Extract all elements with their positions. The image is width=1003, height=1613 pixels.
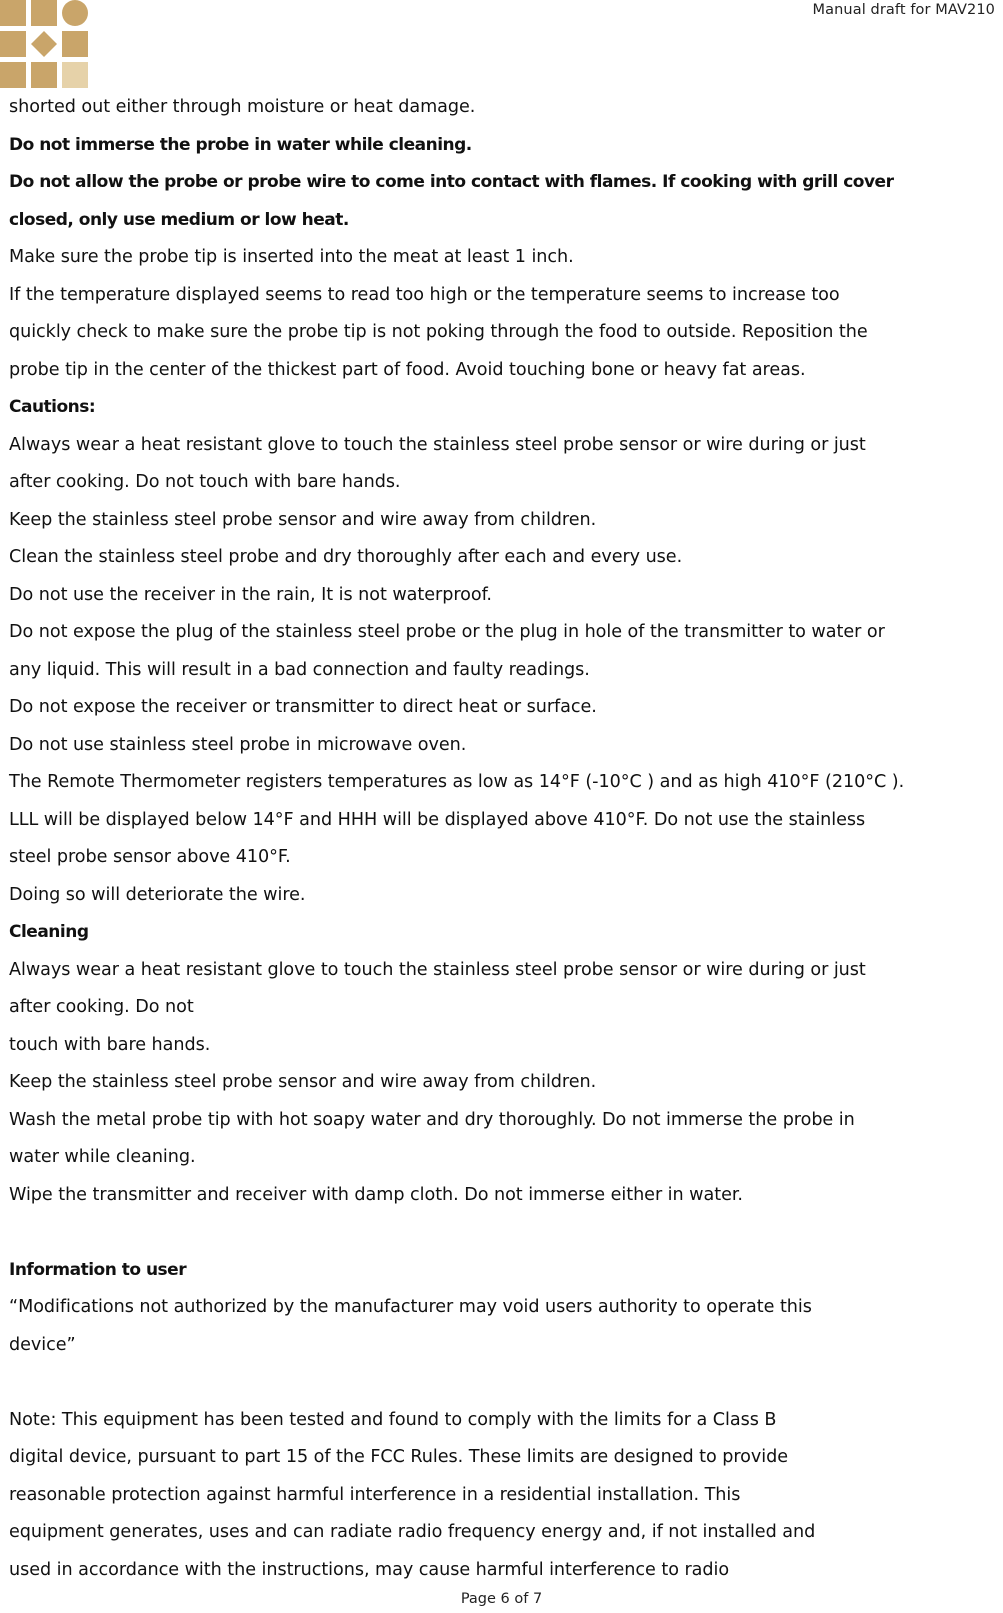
- body-line: after cooking. Do not: [9, 997, 194, 1017]
- body-line: Clean the stainless steel probe and dry thoroughly after each and every use.: [9, 547, 683, 567]
- body-line: water while cleaning.: [9, 1147, 196, 1167]
- body-line: If the temperature displayed seems to read too high or the temperature seems to increase too: [9, 284, 840, 305]
- body-line: LLL will be displayed below 14°F and HHH will be displayed above 410°F. Do not use the stainless: [9, 809, 866, 830]
- body-line: Always wear a heat resistant glove to touch the stainless steel probe sensor or wire during or just: [9, 434, 866, 455]
- body-line-bold: Do not immerse the probe in water while cleaning.: [9, 134, 472, 155]
- body-line: Note: This equipment has been tested and found to comply with the limits for a Class B: [9, 1409, 777, 1430]
- body-line: probe tip in the center of the thickest part of food. Avoid touching bone or heavy fat areas.: [9, 359, 806, 380]
- body-line: Do not expose the receiver or transmitter to direct heat or surface.: [9, 697, 597, 717]
- body-line: Keep the stainless steel probe sensor and wire away from children.: [9, 1072, 597, 1092]
- body-line: after cooking. Do not touch with bare hands.: [9, 472, 401, 492]
- body-line: device”: [9, 1334, 76, 1355]
- blank-line: [9, 1364, 999, 1402]
- logo-square: [0, 62, 26, 88]
- body-line: Keep the stainless steel probe sensor and wire away from children.: [9, 509, 597, 530]
- body-line: Wipe the transmitter and receiver with damp cloth. Do not immerse either in water.: [9, 1184, 743, 1205]
- body-line-bold: Do not allow the probe or probe wire to come into contact with flames. If cooking with grill cover: [9, 172, 894, 192]
- body-line: digital device, pursuant to part 15 of the FCC Rules. These limits are designed to provide: [9, 1447, 788, 1467]
- body-line: Always wear a heat resistant glove to touch the stainless steel probe sensor or wire during or just: [9, 959, 866, 980]
- logo-square: [62, 62, 88, 88]
- body-line: The Remote Thermometer registers temperatures as low as 14°F (-10°C ) and as high 410°F (210°C ).: [9, 772, 905, 792]
- body-line: touch with bare hands.: [9, 1034, 211, 1055]
- logo-square: [0, 0, 26, 26]
- body-line: steel probe sensor above 410°F.: [9, 847, 291, 867]
- company-logo: [0, 0, 88, 88]
- body-line: used in accordance with the instructions, may cause harmful interference to radio: [9, 1559, 730, 1580]
- body-line: Do not use the receiver in the rain, It is not waterproof.: [9, 584, 492, 605]
- logo-diamond: [31, 31, 57, 57]
- logo-circle: [62, 0, 88, 26]
- page-number: Page 6 of 7: [460, 1591, 543, 1607]
- body-line-bold: closed, only use medium or low heat.: [9, 209, 349, 230]
- body-line: “Modifications not authorized by the manufacturer may void users authority to operate this: [9, 1297, 812, 1317]
- logo-square: [31, 62, 57, 88]
- section-heading-cleaning: Cleaning: [9, 922, 89, 942]
- body-line: Wash the metal probe tip with hot soapy water and dry thoroughly. Do not immerse the probe in: [9, 1109, 855, 1130]
- body-line: quickly check to make sure the probe tip is not poking through the food to outside. Reposition the: [9, 322, 868, 342]
- body-line: reasonable protection against harmful interference in a residential installation. This: [9, 1484, 741, 1505]
- body-line: Doing so will deteriorate the wire.: [9, 884, 306, 905]
- document-header-title: Manual draft for MAV210: [812, 2, 995, 18]
- body-line: Do not use stainless steel probe in microwave oven.: [9, 734, 467, 755]
- body-line: Make sure the probe tip is inserted into the meat at least 1 inch.: [9, 247, 574, 267]
- page-body: [9, 89, 999, 1589]
- logo-square: [62, 31, 88, 57]
- body-line: shorted out either through moisture or heat damage.: [9, 97, 476, 117]
- section-heading-cautions: Cautions:: [9, 397, 96, 417]
- logo-square: [31, 0, 57, 26]
- section-heading-information: Information to user: [9, 1259, 187, 1280]
- blank-line: [9, 1214, 999, 1252]
- body-line: Do not expose the plug of the stainless steel probe or the plug in hole of the transmitter to water or: [9, 622, 885, 642]
- body-line: any liquid. This will result in a bad connection and faulty readings.: [9, 659, 590, 680]
- logo-square: [0, 31, 26, 57]
- body-line: equipment generates, uses and can radiate radio frequency energy and, if not installed and: [9, 1522, 816, 1542]
